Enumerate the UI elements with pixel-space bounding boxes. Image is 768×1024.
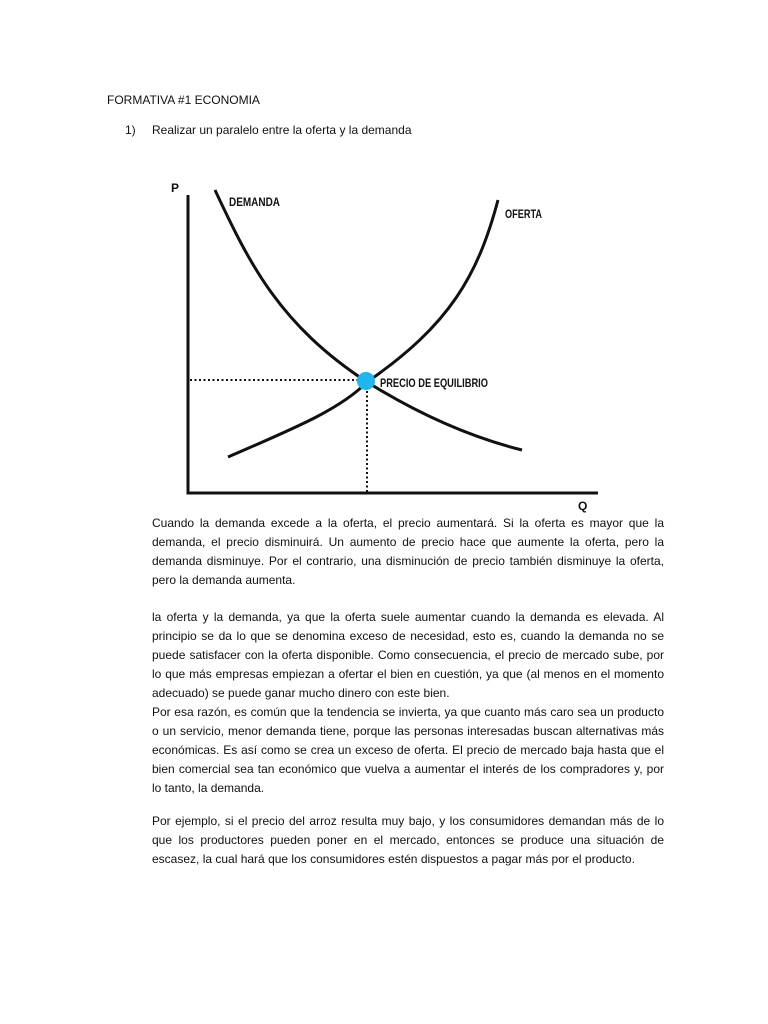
paragraph-text: la oferta y la demanda, ya que la oferta suele aumentar cuando la demanda es elevada. Al principio se da lo que se denomina exceso de necesidad, esto es, cuando la demanda no se puede satisfacer con la oferta disponible. Como consecuencia, el precio de mercado sube, por lo que más empresas empiezan a ofertar el bien en cuestión, ya que (al menos en el momento adecuado) se puede ganar mucho dinero con este bien. bbox=[152, 610, 664, 700]
paragraph-2 bbox=[152, 608, 664, 798]
paragraph-4 bbox=[152, 812, 664, 869]
question-1 bbox=[125, 123, 412, 137]
supply-demand-chart bbox=[160, 175, 610, 520]
y-axis-label: P bbox=[171, 181, 180, 195]
document-heading: FORMATIVA #1 ECONOMIA bbox=[107, 93, 260, 107]
paragraph-text: Por ejemplo, si el precio del arroz resulta muy bajo, y los consumidores demandan más de lo que los productores pueden poner en el mercado, entonces se produce una situación de escasez, la cual hará que los consumidores estén dispuestos a pagar más por el producto. bbox=[152, 814, 664, 866]
equilibrium-point bbox=[357, 372, 375, 390]
x-axis-label: Q bbox=[578, 499, 588, 513]
demand-curve bbox=[215, 190, 522, 450]
paragraph-1 bbox=[152, 514, 664, 590]
paragraph-text: Por esa razón, es común que la tendencia se invierta, ya que cuanto más caro sea un producto o un servicio, menor demanda tiene, porque las personas interesadas buscan alternativas más económicas. Es así como se crea un exceso de oferta. El precio de mercado baja hasta que el bien comercial sea tan económico que vuelva a aumentar el interés de los compradores y, por lo tanto, la demanda. bbox=[152, 705, 664, 795]
supply-curve bbox=[228, 200, 498, 457]
equilibrium-label: PRECIO DE EQUILIBRIO bbox=[380, 376, 488, 390]
paragraph-text: Cuando la demanda excede a la oferta, el precio aumentará. Si la oferta es mayor que la demanda, el precio disminuirá. Un aumento de precio hace que aumente la oferta, pero la demanda disminuye. Por el contrario, una disminución de precio también disminuye la oferta, pero la demanda aumenta. bbox=[152, 516, 664, 587]
question-text: Realizar un paralelo entre la oferta y la demanda bbox=[152, 123, 412, 137]
demand-label: DEMANDA bbox=[229, 195, 281, 209]
supply-label: OFERTA bbox=[505, 207, 543, 221]
question-number: 1) bbox=[125, 123, 136, 137]
